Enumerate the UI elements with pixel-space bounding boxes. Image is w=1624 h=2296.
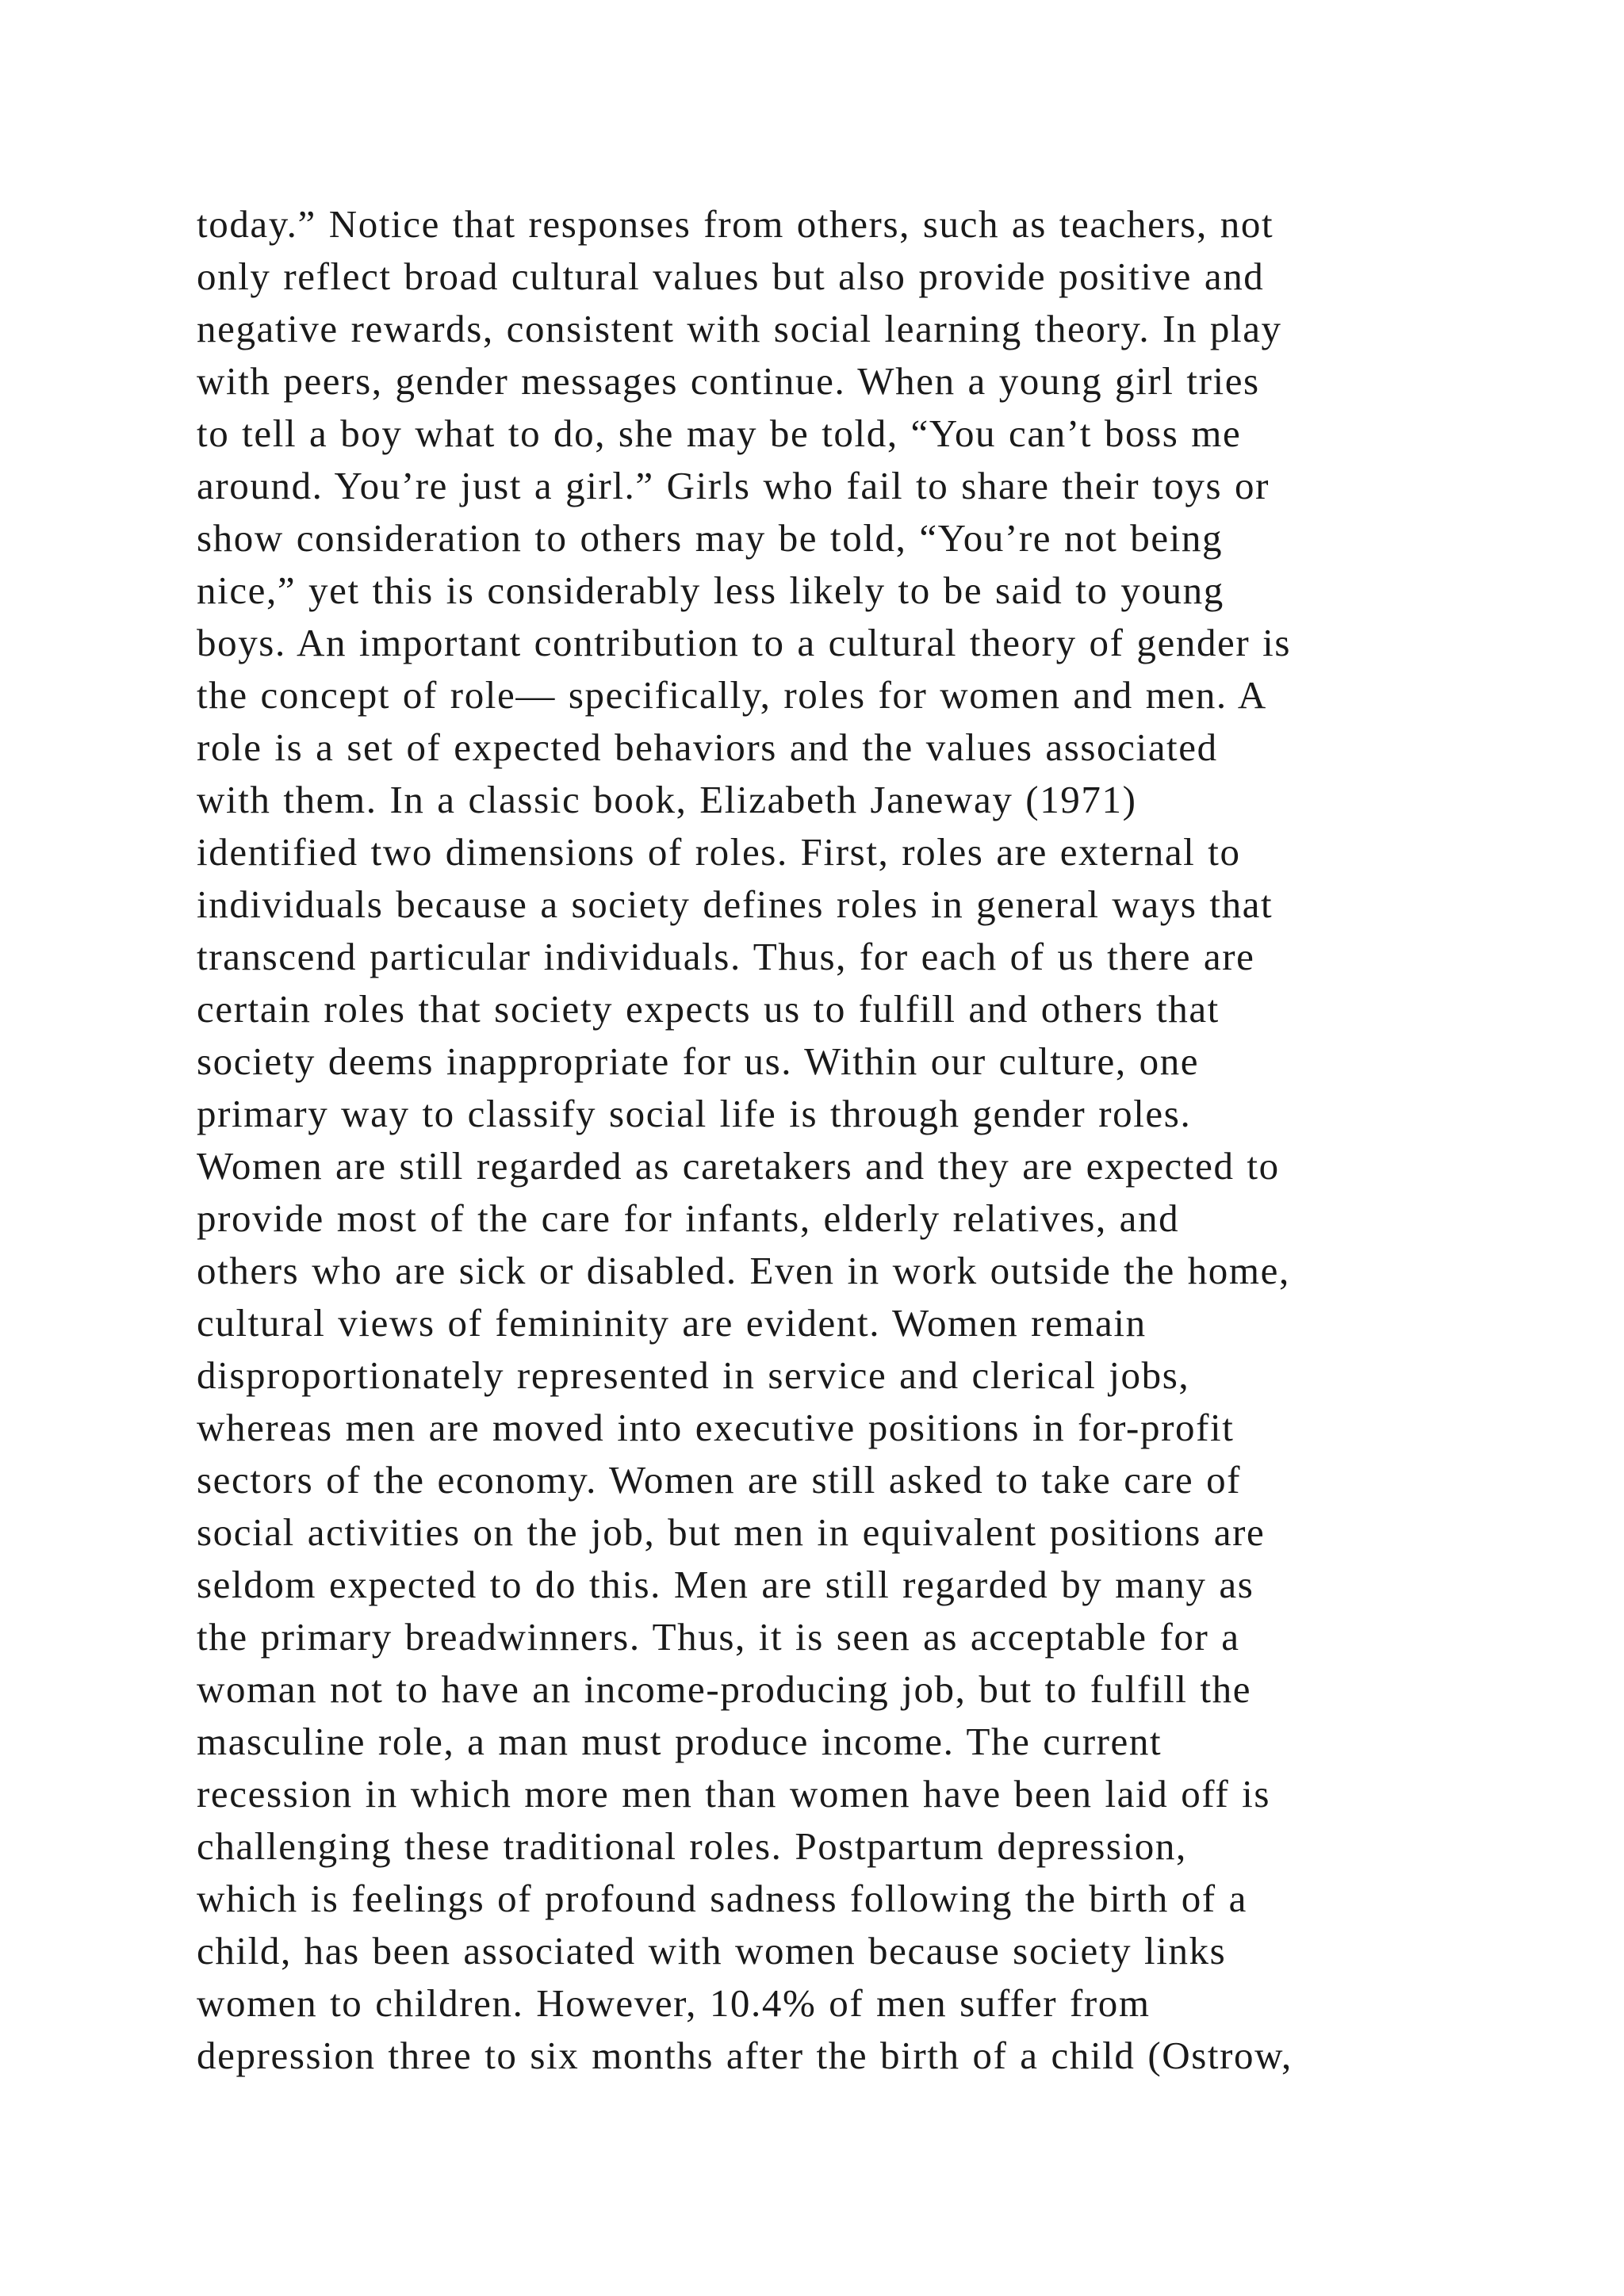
text-line: Women are still regarded as caretakers and they are expected to bbox=[197, 1144, 1280, 1188]
text-line: only reflect broad cultural values but also provide positive and bbox=[197, 254, 1265, 298]
text-line: negative rewards, consistent with social learning theory. In play bbox=[197, 307, 1282, 350]
text-line: the primary breadwinners. Thus, it is seen as acceptable for a bbox=[197, 1615, 1240, 1659]
text-line: individuals because a society defines roles in general ways that bbox=[197, 882, 1274, 926]
text-line: show consideration to others may be told, “You’re not being bbox=[197, 516, 1224, 560]
text-line: with peers, gender messages continue. When a young girl tries bbox=[197, 359, 1260, 403]
text-line: depression three to six months after the birth of a child (Ostrow, bbox=[197, 2034, 1293, 2077]
text-line: around. You’re just a girl.” Girls who fail to share their toys or bbox=[197, 464, 1270, 507]
text-line: identified two dimensions of roles. First, roles are external to bbox=[197, 830, 1241, 874]
text-line: which is feelings of profound sadness following the birth of a bbox=[197, 1877, 1247, 1920]
text-line: challenging these traditional roles. Postpartum depression, bbox=[197, 1824, 1187, 1868]
text-line: with them. In a classic book, Elizabeth Janeway (1971) bbox=[197, 778, 1137, 821]
text-line: woman not to have an income-producing job, but to fulfill the bbox=[197, 1667, 1252, 1711]
text-line: social activities on the job, but men in equivalent positions are bbox=[197, 1510, 1266, 1554]
text-line: provide most of the care for infants, elderly relatives, and bbox=[197, 1196, 1180, 1240]
text-line: child, has been associated with women because society links bbox=[197, 1929, 1227, 1973]
text-line: certain roles that society expects us to fulfill and others that bbox=[197, 987, 1220, 1031]
text-line: sectors of the economy. Women are still asked to take care of bbox=[197, 1458, 1242, 1502]
text-line: society deems inappropriate for us. Within our culture, one bbox=[197, 1039, 1200, 1083]
text-line: recession in which more men than women have been laid off is bbox=[197, 1772, 1270, 1816]
text-line: primary way to classify social life is through gender roles. bbox=[197, 1092, 1192, 1135]
text-line: today.” Notice that responses from others, such as teachers, not bbox=[197, 202, 1274, 246]
text-line: seldom expected to do this. Men are still regarded by many as bbox=[197, 1563, 1254, 1606]
text-line: to tell a boy what to do, she may be told, “You can’t boss me bbox=[197, 411, 1242, 455]
text-line: nice,” yet this is considerably less likely to be said to young bbox=[197, 568, 1224, 612]
text-line: whereas men are moved into executive positions in for-profit bbox=[197, 1406, 1235, 1449]
text-line: disproportionately represented in service and clerical jobs, bbox=[197, 1353, 1190, 1397]
text-line: others who are sick or disabled. Even in work outside the home, bbox=[197, 1249, 1290, 1292]
text-line: role is a set of expected behaviors and the values associated bbox=[197, 725, 1218, 769]
text-line: women to children. However, 10.4% of men suffer from bbox=[197, 1981, 1151, 2025]
text-line: the concept of role— specifically, roles for women and men. A bbox=[197, 673, 1267, 717]
text-line: transcend particular individuals. Thus, for each of us there are bbox=[197, 935, 1255, 978]
body-text bbox=[197, 198, 1481, 2082]
text-line: cultural views of femininity are evident. Women remain bbox=[197, 1301, 1147, 1345]
text-line: boys. An important contribution to a cultural theory of gender is bbox=[197, 621, 1292, 664]
text-line: masculine role, a man must produce income. The current bbox=[197, 1720, 1162, 1763]
